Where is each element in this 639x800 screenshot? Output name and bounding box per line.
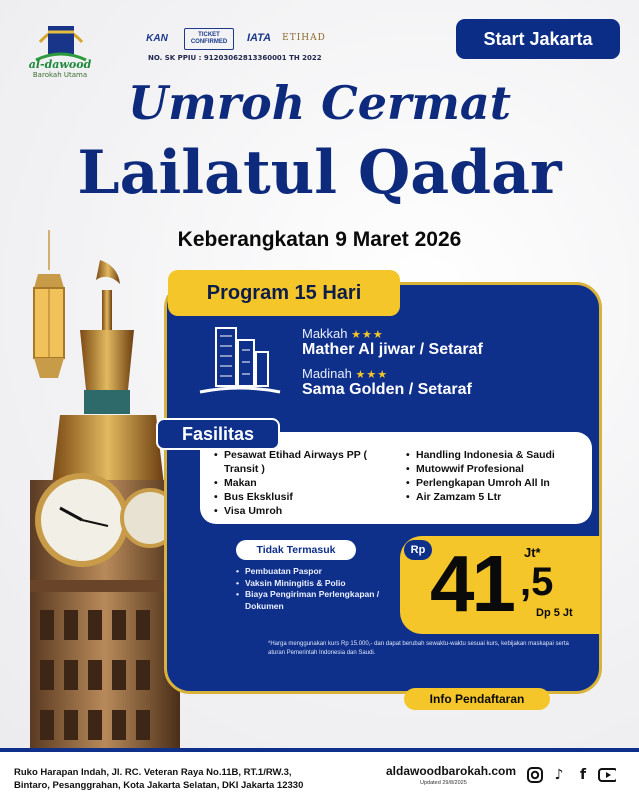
price-main: 41 [430,539,513,628]
excluded-title: Tidak Termasuk [236,540,356,560]
list-item: • Mutowwif Profesional [406,462,586,476]
kan-logo: KAN [146,32,168,44]
brand-name: al-dawood [28,58,92,71]
hotel-name: Sama Golden / Setaraf [302,381,472,398]
price-unit: Jt* [524,545,541,560]
excluded-list [236,566,400,612]
hotel-city: Makkah [302,326,348,341]
list-item: • Bus Eksklusif [214,490,392,504]
instagram-icon[interactable] [526,766,544,784]
list-item: • Air Zamzam 5 Ltr [406,490,586,504]
program-badge: Program 15 Hari [168,270,400,316]
footer-address [14,766,303,792]
lantern-icon [24,230,74,400]
list-item: • Biaya Pengiriman Perlengkapan / Dokumen [236,589,400,612]
list-item: • Pesawat Etihad Airways PP ( Transit ) [214,448,392,476]
hotel-city: Madinah [302,366,352,381]
star-rating-icon: ★★★ [351,329,384,341]
departure-date: Keberangkatan 9 Maret 2026 [177,228,462,251]
title-line-2: Lailatul Qadar [77,138,562,208]
iata-logo: IATA [246,32,272,44]
ticket-confirmed-logo: TICKET CONFIRMED [184,28,234,50]
updated-date: Updated 29/8/2025 [420,780,467,786]
facilities-list-left [214,448,392,518]
address-line-1: Ruko Harapan Indah, Jl. RC. Veteran Raya No.11B, RT.1/RW.3, [14,767,292,778]
tiktok-icon[interactable]: ♪ [554,767,564,783]
license-number: NO. SK PPIU : 91203062813360001 TH 2022 [148,54,322,62]
youtube-icon[interactable] [598,766,616,784]
facebook-icon[interactable]: f [579,767,587,783]
address-line-2: Bintaro, Pesanggrahan, Kota Jakarta Selatan, DKI Jakarta 12330 [14,780,304,791]
hotel-madinah [302,366,472,399]
list-item: • Pembuatan Paspor [236,566,400,578]
start-jakarta-button[interactable]: Start Jakarta [456,19,620,59]
brand-tagline: Barokah Utama [32,71,88,79]
social-icons [526,764,626,786]
hotel-building-icon [198,322,282,398]
hotel-makkah [302,326,483,359]
list-item: • Perlengkapan Umroh All In [406,476,586,490]
hotel-name: Mather Al jiwar / Setaraf [302,341,483,358]
down-payment: Dp 5 Jt [536,607,573,619]
list-item: • Visa Umroh [214,504,392,518]
list-item: • Makan [214,476,392,490]
price-note: *Harga menggunakan kurs Rp 15.000,- dan dapat berubah sewaktu-waktu sesuai kurs, kebijakan maskapai serta aturan Pemerintah Indonesia dan Saudi. [268,641,569,656]
title-line-1: Umroh Cermat [127,76,511,130]
etihad-logo: ETIHAD [282,33,326,43]
facilities-title: Fasilitas [156,418,280,450]
info-pendaftaran-button[interactable]: Info Pendaftaran [404,688,550,710]
price-currency: Rp [404,540,432,560]
facilities-list-right [406,448,586,504]
list-item: • Vaksin Miningitis & Polio [236,578,400,590]
list-item: • Handling Indonesia & Saudi [406,448,586,462]
price-decimal: ,5 [520,560,554,604]
star-rating-icon: ★★★ [355,369,389,381]
website-link[interactable]: aldawoodbarokah.com [386,764,517,778]
